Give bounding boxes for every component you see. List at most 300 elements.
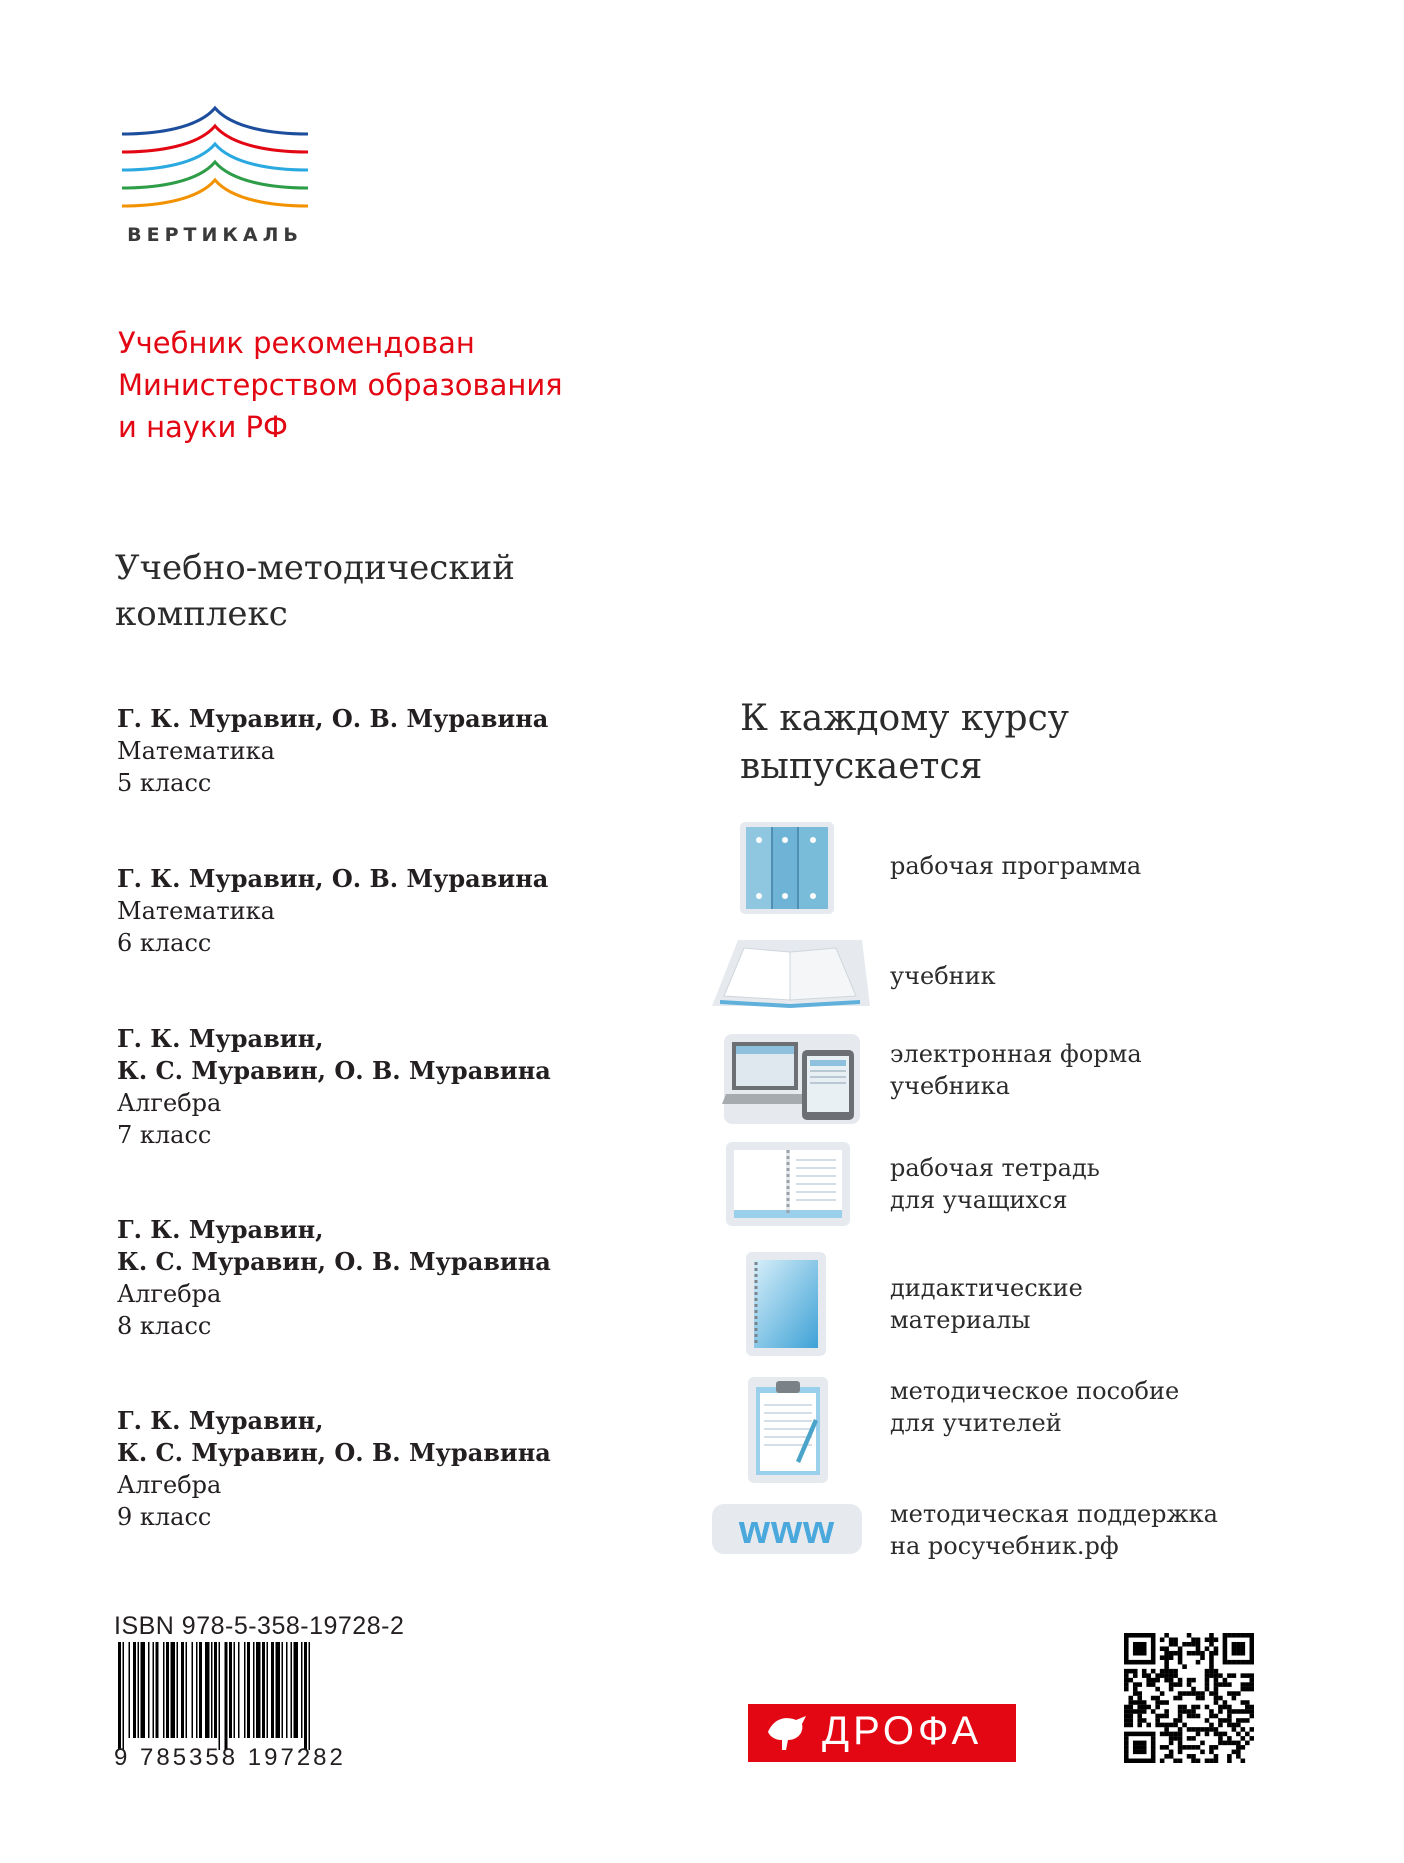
qr-module [1218,1673,1223,1678]
qr-module [1218,1709,1223,1714]
barcode-bar [118,1642,121,1750]
qr-finder-module [1151,1736,1156,1741]
qr-module [1241,1745,1246,1750]
qr-module [1146,1705,1151,1710]
qr-module [1142,1705,1147,1710]
qr-module [1209,1637,1214,1642]
qr-finder-module [1227,1633,1232,1638]
qr-finder-module [1133,1732,1138,1737]
qr-module [1178,1732,1183,1737]
qr-module [1205,1705,1210,1710]
qr-module [1250,1673,1254,1678]
qr-module [1151,1696,1156,1701]
book-authors: Г. К. Муравин, [117,1406,324,1435]
feature-label-line: дидактические [890,1274,1083,1302]
qr-finder-module [1124,1651,1129,1656]
qr-module [1178,1736,1183,1741]
qr-module [1191,1727,1196,1732]
feature-label-line: для учителей [890,1409,1062,1437]
barcode-bar [166,1642,169,1738]
qr-module [1218,1718,1223,1723]
book-subject: Алгебра [117,1280,222,1308]
qr-finder-module [1124,1750,1129,1755]
qr-finder-module [1142,1750,1147,1755]
qr-module [1178,1651,1183,1656]
recommendation-line: и науки РФ [118,410,288,444]
qr-finder-module [1241,1642,1246,1647]
barcode-bar [229,1642,232,1738]
qr-module [1178,1750,1183,1755]
qr-module [1245,1687,1250,1692]
logo-roof-line [122,180,308,206]
qr-module [1245,1741,1250,1746]
qr-module [1205,1669,1210,1674]
qr-module [1209,1714,1214,1719]
qr-finder-module [1137,1741,1142,1746]
barcode-bar [301,1642,303,1738]
qr-module [1124,1687,1129,1692]
qr-module [1227,1691,1232,1696]
qr-module [1124,1714,1129,1719]
qr-module [1187,1714,1192,1719]
qr-finder-module [1128,1633,1133,1638]
barcode-bar [205,1642,210,1738]
publisher-name: ДРОФА [822,1709,983,1753]
qr-module [1187,1633,1192,1638]
qr-module [1223,1741,1228,1746]
qr-module [1137,1682,1142,1687]
qr-finder-module [1124,1637,1129,1642]
qr-finder-module [1137,1750,1142,1755]
qr-module [1209,1664,1214,1669]
qr-module [1187,1736,1192,1741]
qr-module [1137,1723,1142,1728]
qr-finder-module [1146,1759,1151,1763]
qr-module [1169,1678,1174,1683]
qr-module [1232,1723,1237,1728]
qr-module [1227,1754,1232,1759]
qr-module [1169,1732,1174,1737]
qr-module [1155,1723,1160,1728]
barcode-icon [114,1642,404,1752]
qr-module [1227,1723,1232,1728]
recommendation-line: Министерством образования [118,368,563,402]
barcode-bar [177,1642,179,1738]
qr-module [1155,1718,1160,1723]
barcode-bar [256,1642,261,1738]
qr-module [1200,1750,1205,1755]
qr-finder-module [1142,1759,1147,1763]
barcode-bar [148,1642,150,1738]
qr-module [1241,1736,1246,1741]
qr-module [1151,1678,1156,1683]
barcode-bar [153,1642,155,1738]
qr-module [1191,1759,1196,1763]
qr-module [1160,1673,1165,1678]
qr-module [1128,1714,1133,1719]
qr-module [1187,1682,1192,1687]
complex-title [115,545,615,637]
qr-module [1227,1718,1232,1723]
qr-module [1232,1727,1237,1732]
qr-module [1191,1678,1196,1683]
qr-module [1191,1745,1196,1750]
barcode-bar [192,1642,194,1738]
feature-label-line: электронная форма [890,1040,1142,1068]
qr-finder-module [1151,1633,1156,1638]
qr-module [1196,1759,1201,1763]
qr-module [1223,1678,1228,1683]
qr-module [1223,1700,1228,1705]
barcode-bar [262,1642,265,1738]
qr-module [1164,1669,1169,1674]
qr-finder-module [1142,1745,1147,1750]
qr-finder-module [1124,1736,1129,1741]
qr-module [1250,1682,1254,1687]
qr-module [1133,1682,1138,1687]
qr-module [1227,1759,1232,1763]
qr-finder-module [1124,1655,1129,1660]
qr-module [1214,1682,1219,1687]
qr-module [1169,1642,1174,1647]
barcode-digits: 9 785358 197282 [114,1744,346,1771]
qr-module [1241,1687,1246,1692]
qr-module [1124,1678,1129,1683]
qr-module [1250,1709,1254,1714]
qr-module [1196,1705,1201,1710]
qr-module [1164,1655,1169,1660]
qr-module [1232,1691,1237,1696]
barcode-bar [267,1642,269,1738]
qr-finder-module [1142,1660,1147,1665]
qr-module [1200,1691,1205,1696]
recommendation-text [118,322,718,448]
qr-module [1173,1637,1178,1642]
qr-module [1214,1745,1219,1750]
qr-module [1241,1682,1246,1687]
qr-module [1245,1682,1250,1687]
vertical-logo [118,104,312,254]
qr-finder-module [1137,1745,1142,1750]
barcode-bar [211,1642,213,1738]
qr-finder-module [1133,1642,1138,1647]
qr-module [1142,1709,1147,1714]
qr-module [1214,1714,1219,1719]
qr-module [1196,1745,1201,1750]
qr-module [1155,1714,1160,1719]
qr-module [1209,1633,1214,1638]
qr-module [1214,1687,1219,1692]
qr-module [1133,1700,1138,1705]
qr-module [1142,1718,1147,1723]
book-subject: Алгебра [117,1089,222,1117]
qr-module [1223,1718,1228,1723]
qr-module [1218,1682,1223,1687]
book-subject: Математика [117,737,275,765]
qr-finder-module [1245,1660,1250,1665]
qr-module [1124,1718,1129,1723]
feature-didactic-materials [710,1250,1270,1350]
barcode-bar [141,1642,146,1738]
qr-module [1164,1646,1169,1651]
qr-module [1236,1754,1241,1759]
qr-module [1164,1727,1169,1732]
book-authors: Г. К. Муравин, О. В. Муравина [117,864,549,893]
qr-module [1133,1709,1138,1714]
open-book-icon [710,930,870,1010]
isbn-label: ISBN 978-5-358-19728-2 [114,1612,405,1640]
qr-module [1169,1637,1174,1642]
qr-module [1218,1736,1223,1741]
course-heading-line: К каждому курсу [740,698,1069,739]
qr-module [1178,1759,1183,1763]
qr-finder-module [1250,1642,1254,1647]
feature-online-support [710,1498,1270,1598]
qr-module [1241,1700,1246,1705]
qr-finder-module [1151,1646,1156,1651]
qr-module [1137,1705,1142,1710]
qr-module [1164,1673,1169,1678]
feature-workbook [710,1140,1270,1240]
qr-module [1191,1642,1196,1647]
qr-module [1250,1736,1254,1741]
qr-module [1124,1705,1129,1710]
qr-module [1124,1682,1129,1687]
qr-finder-module [1223,1655,1228,1660]
feature-teacher-guide [710,1375,1270,1475]
qr-module [1187,1642,1192,1647]
qr-module [1214,1669,1219,1674]
qr-module [1178,1718,1183,1723]
qr-finder-module [1151,1750,1156,1755]
qr-module [1151,1669,1156,1674]
qr-module [1196,1660,1201,1665]
book-entry [117,1214,677,1342]
qr-module [1160,1723,1165,1728]
feature-label [890,1152,1270,1216]
qr-module [1214,1673,1219,1678]
qr-finder-module [1151,1741,1156,1746]
barcode-bar [291,1642,293,1738]
qr-module [1191,1754,1196,1759]
qr-finder-module [1142,1651,1147,1656]
qr-module [1227,1741,1232,1746]
qr-module [1205,1732,1210,1737]
qr-module [1209,1727,1214,1732]
qr-module [1218,1705,1223,1710]
qr-finder-module [1250,1633,1254,1638]
barcode-bar [244,1642,246,1738]
www-icon-text: www [738,1508,836,1552]
qr-module [1155,1687,1160,1692]
qr-module [1173,1718,1178,1723]
qr-module [1142,1700,1147,1705]
qr-module [1200,1741,1205,1746]
qr-module [1236,1750,1241,1755]
qr-module [1218,1741,1223,1746]
qr-module [1205,1682,1210,1687]
barcode-bar [225,1642,228,1750]
book-authors: К. С. Муравин, О. В. Муравина [117,1056,551,1085]
qr-module [1232,1696,1237,1701]
book-grade: 5 класс [117,769,212,797]
qr-finder-module [1223,1637,1228,1642]
qr-module [1128,1669,1133,1674]
qr-finder-module [1241,1633,1246,1638]
notebook-icon [710,1250,870,1360]
barcode-bar [214,1642,217,1738]
qr-module [1200,1655,1205,1660]
qr-module [1214,1678,1219,1683]
qr-module [1236,1691,1241,1696]
qr-module [1209,1709,1214,1714]
feature-work-program [710,818,1270,918]
barcode-bar [247,1642,250,1738]
qr-module [1205,1673,1210,1678]
qr-finder-module [1142,1642,1147,1647]
qr-module [1250,1705,1254,1710]
qr-module [1169,1754,1174,1759]
qr-module [1169,1682,1174,1687]
qr-finder-module [1245,1633,1250,1638]
qr-module [1178,1705,1183,1710]
logo-roof-line [122,108,308,134]
qr-finder-module [1133,1745,1138,1750]
feature-label-line: учебника [890,1072,1010,1100]
qr-finder-module [1128,1732,1133,1737]
workbook-icon [710,1140,870,1240]
qr-module [1164,1633,1169,1638]
qr-finder-module [1133,1759,1138,1763]
qr-module [1209,1691,1214,1696]
qr-module [1160,1637,1165,1642]
qr-module [1178,1678,1183,1683]
qr-module [1187,1709,1192,1714]
qr-module [1173,1732,1178,1737]
qr-module [1173,1736,1178,1741]
qr-module [1182,1745,1187,1750]
feature-label [890,1038,1270,1102]
qr-finder-module [1137,1646,1142,1651]
barcode-bar [309,1642,311,1750]
qr-module [1178,1696,1183,1701]
qr-module [1160,1745,1165,1750]
qr-finder-module [1223,1651,1228,1656]
qr-module [1232,1673,1237,1678]
qr-module [1196,1691,1201,1696]
qr-module [1155,1673,1160,1678]
clipboard-icon [710,1375,870,1485]
book-grade: 6 класс [117,929,212,957]
qr-module [1205,1759,1210,1763]
qr-module [1209,1651,1214,1656]
barcode-bar [171,1642,176,1738]
qr-module [1124,1709,1129,1714]
qr-module [1245,1673,1250,1678]
bird-icon [764,1712,810,1754]
qr-module [1142,1669,1147,1674]
qr-finder-module [1151,1732,1156,1737]
barcode-bar [238,1642,240,1738]
qr-module [1223,1732,1228,1737]
barcode-bar [286,1642,288,1738]
qr-module [1191,1687,1196,1692]
barcode-bar [276,1642,281,1738]
qr-finder-module [1232,1660,1237,1665]
barcode-bar [253,1642,255,1738]
qr-module [1128,1678,1133,1683]
qr-finder-module [1250,1660,1254,1665]
qr-module [1169,1669,1174,1674]
qr-module [1182,1723,1187,1728]
qr-module [1245,1705,1250,1710]
qr-finder-module [1232,1646,1237,1651]
logo-roof-line [122,126,308,152]
barcode-bar [234,1642,236,1738]
publisher-logo [748,1704,1016,1762]
qr-finder-module [1124,1642,1129,1647]
qr-finder-module [1133,1646,1138,1651]
course-heading-line: выпускается [740,746,983,787]
qr-module [1223,1682,1228,1687]
qr-module [1205,1637,1210,1642]
qr-module [1182,1705,1187,1710]
barcode-bar [123,1642,125,1750]
book-entry [117,703,677,799]
qr-module [1128,1709,1133,1714]
qr-module [1250,1687,1254,1692]
qr-module [1187,1727,1192,1732]
qr-finder-module [1223,1646,1228,1651]
qr-finder-module [1142,1732,1147,1737]
feature-label-line: на росучебник.рф [890,1532,1119,1560]
qr-module [1209,1723,1214,1728]
logo-roof-icon [118,104,312,222]
qr-finder-module [1124,1759,1129,1763]
qr-module [1245,1718,1250,1723]
qr-module [1182,1642,1187,1647]
qr-module [1155,1705,1160,1710]
qr-module [1209,1669,1214,1674]
qr-finder-module [1236,1646,1241,1651]
qr-module [1160,1732,1165,1737]
qr-module [1196,1646,1201,1651]
qr-finder-module [1137,1660,1142,1665]
qr-finder-module [1124,1633,1129,1638]
qr-module [1173,1723,1178,1728]
qr-module [1133,1691,1138,1696]
qr-module [1245,1732,1250,1737]
qr-module [1128,1700,1133,1705]
qr-module [1178,1655,1183,1660]
qr-module [1164,1651,1169,1656]
qr-finder-module [1227,1660,1232,1665]
qr-module [1196,1727,1201,1732]
qr-finder-module [1151,1745,1156,1750]
feature-electronic-form [710,1030,1270,1130]
qr-module [1160,1759,1165,1763]
qr-finder-module [1142,1741,1147,1746]
qr-module [1250,1678,1254,1683]
qr-module [1164,1664,1169,1669]
qr-module [1223,1705,1228,1710]
qr-module [1164,1714,1169,1719]
feature-label-line: материалы [890,1306,1031,1334]
qr-module [1178,1682,1183,1687]
qr-module [1250,1714,1254,1719]
feature-label-line: методическая поддержка [890,1500,1218,1528]
book-authors: К. С. Муравин, О. В. Муравина [117,1438,551,1467]
